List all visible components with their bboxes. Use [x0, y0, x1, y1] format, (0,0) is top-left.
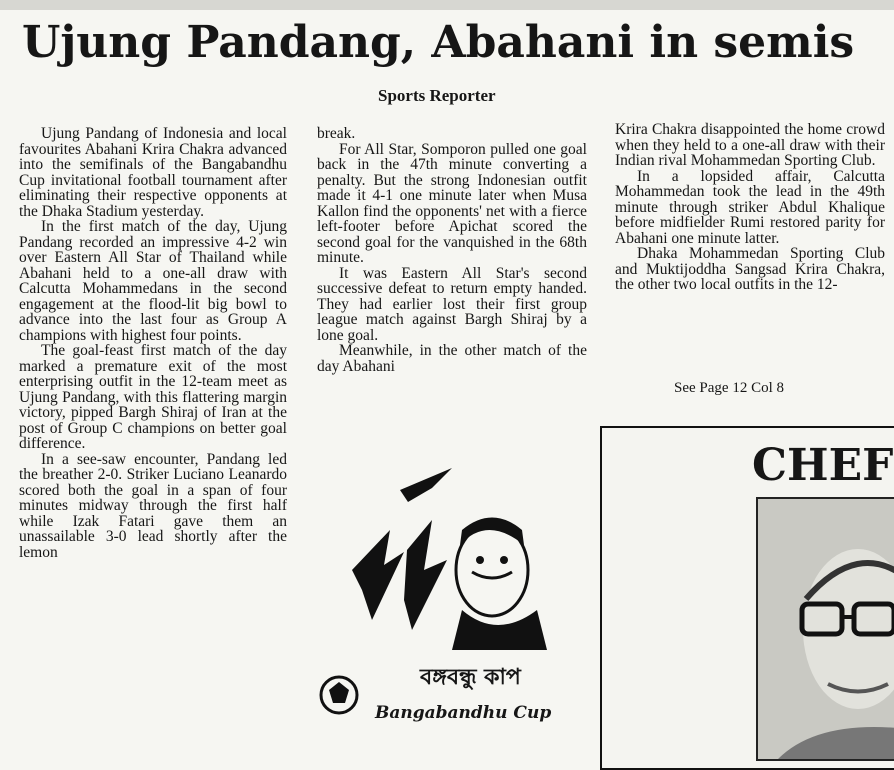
- paragraph: break.: [317, 126, 356, 142]
- paragraph: It was Eastern All Star's second successive defeat to return empty handed. They had earlier lost their first group league match against Bargh Shiraj by a lone goal.: [317, 264, 587, 344]
- portrait-icon: [758, 499, 894, 759]
- article-column-3: [615, 122, 885, 392]
- byline: Sports Reporter: [378, 86, 496, 105]
- box-heading: CHEF: [752, 440, 894, 491]
- paragraph: In a lopsided affair, Calcutta Mohammedan took the lead in the 49th minute through striker Abdul Khalique before midfielder Rumi restored parity for Abahani one minute latter.: [615, 167, 885, 247]
- article-column-1: [19, 126, 287, 746]
- portrait-photo: [756, 497, 894, 761]
- paragraph: For All Star, Somporon pulled one goal back in the 47th minute converting a penalty. But the strong Indonesian outfit made it 4-1 one minute later when Musa Kallon find the opponents' net with a fierce left-footer before Apichat scored the second goal for the vanquished in the 68th minute.: [317, 140, 587, 266]
- logo-bengali-text: বঙ্গবন্ধু কাপ: [420, 665, 521, 690]
- continuation-note: See Page 12 Col 8: [674, 380, 784, 396]
- paragraph: The goal-feast first match of the day marked a premature exit of the most enterprising outfit in the 12-team meet as Ujung Pandang, with this flattering margin victory, pipped Bargh Shiraj of Iran at the post of Group C champions on better goal difference.: [19, 342, 287, 452]
- logo-english-text: Bangabandhu Cup: [375, 703, 552, 723]
- paragraph: Krira Chakra disappointed the home crowd when they held to a one-all draw with their Indian rival Mohammedan Sporting Club.: [615, 122, 885, 169]
- paragraph: Ujung Pandang of Indonesia and local favourites Abahani Krira Chakra advanced into the semifinals of the Bangabandhu Cup invitational football tournament after eliminating their respective opponents at the Dhaka Stadium yesterday.: [19, 126, 287, 220]
- paragraph: Meanwhile, in the other match of the day Abahani: [317, 342, 587, 375]
- paragraph: Dhaka Mohammedan Sporting Club and Muktijoddha Sangsad Krira Chakra, the other two local outfits in the 12-: [615, 245, 885, 293]
- paragraph: In a see-saw encounter, Pandang led the breather 2-0. Striker Luciano Leanardo scored both the goal in a span of four minutes midway through the first half while Izak Fatari gave them an unassailable 3-0 lead shortly after the lemon: [19, 450, 287, 561]
- article-column-2: [317, 126, 587, 456]
- paragraph: In the first match of the day, Ujung Pandang recorded an impressive 4-2 win over Eastern All Star of Thailand while Abahani held to a one-all draw with Calcutta Mohammedans in the second engagement at the flood-lit big bowl to advance into the last four as Group A champions with highest four points.: [19, 218, 287, 344]
- headline: Ujung Pandang, Abahani in semis: [22, 17, 855, 68]
